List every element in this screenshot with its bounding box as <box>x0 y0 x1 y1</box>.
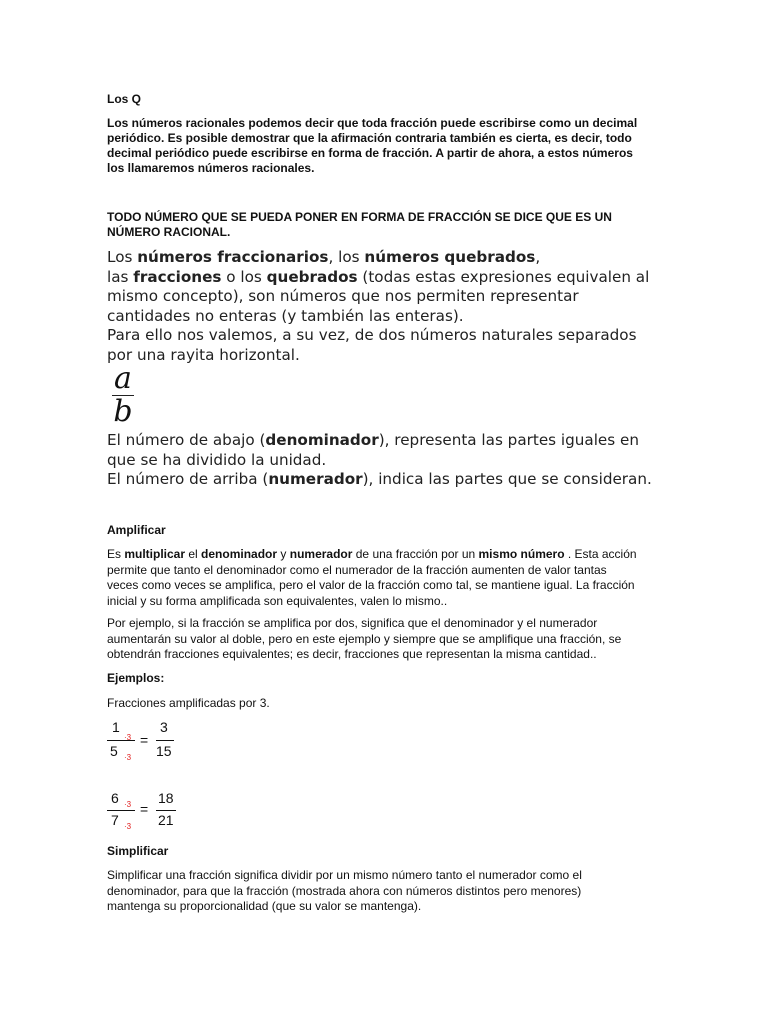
amplificar-line: permite que tanto el denominador como el numerador de la fracción aumenten de valor tantas <box>107 562 607 577</box>
multiplier-top: ·3 <box>124 733 132 742</box>
text-span: o los <box>221 267 267 286</box>
example-numerator: 1 <box>112 719 120 735</box>
multiplier-bottom: ·3 <box>124 822 132 831</box>
text-span: Es <box>107 547 125 561</box>
partes-line-1 <box>107 431 652 451</box>
bold-term: denominador <box>265 431 379 449</box>
amplificar-line: Por ejemplo, si la fracción se amplifica por dos, significa que el denominador y el numerador <box>107 616 598 630</box>
fracciones-line-6: por una rayita horizontal. <box>107 345 300 364</box>
simplificar-title: Simplificar <box>107 844 169 858</box>
amplificar-line: obtendrán fracciones equivalentes; es decir, fracciones que representan la misma cantidad.. <box>107 647 597 661</box>
text-span: . Esta acción <box>564 547 637 561</box>
text-span: ), representa las partes iguales en <box>378 431 639 449</box>
ejemplos-title: Ejemplos: <box>107 671 165 685</box>
intro-line: Los números racionales podemos decir que toda fracción puede escribirse como un decimal <box>107 116 638 130</box>
example-fraction-2 <box>107 787 187 837</box>
fraction-bar <box>107 740 135 741</box>
definition-paragraph <box>107 210 612 240</box>
equals-sign: = <box>140 801 149 817</box>
text-span: de una fracción por un <box>352 547 479 561</box>
amplificar-line: veces como veces se amplifica, pero el valor de la fracción como tal, se mantiene igual. La fracción <box>107 578 635 592</box>
intro-paragraph <box>107 116 637 176</box>
definition-line: NÚMERO RACIONAL. <box>107 225 231 239</box>
example-denominator: 7 <box>111 812 119 828</box>
bold-term: denominador <box>201 547 278 561</box>
fraction-numerator: a <box>114 361 132 396</box>
partes-line-3 <box>107 470 652 490</box>
text-span: El número de arriba ( <box>107 470 269 488</box>
amplificar-paragraph-2 <box>107 616 621 663</box>
example-numerator: 6 <box>111 790 119 806</box>
fracciones-line-1 <box>107 248 649 268</box>
fraction-denominator: b <box>113 394 133 429</box>
result-denominator: 15 <box>156 743 172 759</box>
simplificar-line: Simplificar una fracción significa dividir por un mismo número tanto el numerador como el <box>107 868 582 882</box>
text-span: ), indica las partes que se consideran. <box>362 470 652 488</box>
text-span: , <box>535 248 541 266</box>
partes-line-2: que se ha dividido la unidad. <box>107 450 327 469</box>
fracciones-line-5: Para ello nos valemos, a su vez, de dos números naturales separados <box>107 326 637 344</box>
text-span: el <box>185 547 202 561</box>
amplificar-title: Amplificar <box>107 523 166 537</box>
fraction-bar <box>156 810 176 811</box>
text-span: (todas estas expresiones equivalen al <box>357 267 650 286</box>
text-span: y <box>277 547 290 561</box>
amplificar-paragraph-1 <box>107 547 637 609</box>
intro-line: los llamaremos números racionales. <box>107 161 315 175</box>
text-span: , los <box>328 248 365 266</box>
text-span: El número de abajo ( <box>107 431 266 449</box>
bold-term: fracciones <box>133 267 222 286</box>
simplificar-line: denominador, para que la fracción (mostrada ahora con números distintos pero menores) <box>107 883 582 898</box>
result-denominator: 21 <box>158 812 174 828</box>
amplificar-line: aumentarán su valor al doble, pero en este ejemplo y siempre que se amplifique una fracción, se <box>107 631 622 646</box>
fraction-bar <box>107 810 135 811</box>
fraction-bar <box>156 740 174 741</box>
amplificar-line-1 <box>107 547 637 563</box>
bold-term: quebrados <box>266 267 358 286</box>
bold-term: multiplicar <box>124 547 186 561</box>
equals-sign: = <box>140 732 149 748</box>
amplificar-line: inicial y su forma amplificada son equivalentes, valen lo mismo.. <box>107 593 448 608</box>
fracciones-paragraph <box>107 248 649 365</box>
simplificar-line: mantenga su proporcionalidad (que su valor se mantenga). <box>107 899 422 913</box>
bold-term: numerador <box>289 547 353 561</box>
example-fraction-1 <box>107 716 187 766</box>
multiplier-bottom: ·3 <box>124 753 132 762</box>
definition-line: TODO NÚMERO QUE SE PUEDA PONER EN FORMA DE FRACCIÓN SE DICE QUE ES UN <box>107 210 612 224</box>
ejemplos-caption: Fracciones amplificadas por 3. <box>107 696 270 710</box>
bold-term: mismo número <box>478 547 565 561</box>
fracciones-line-4: cantidades no enteras (y también las enteras). <box>107 306 464 325</box>
result-numerator: 18 <box>158 790 174 806</box>
result-numerator: 3 <box>160 719 168 735</box>
multiplier-top: ·3 <box>124 800 132 809</box>
fraction-symbol <box>103 361 143 429</box>
text-span: las <box>107 267 134 286</box>
intro-line: periódico. Es posible demostrar que la afirmación contraria también es cierta, es decir, todo <box>107 131 632 145</box>
fracciones-line-3: mismo concepto), son números que nos permiten representar <box>107 287 579 305</box>
example-denominator: 5 <box>110 743 118 759</box>
bold-term: numerador <box>268 470 363 488</box>
bold-term: números fraccionarios <box>137 248 329 266</box>
heading: Los Q <box>107 92 142 106</box>
intro-line: decimal periódico puede escribirse en forma de fracción. A partir de ahora, a estos números <box>107 146 633 160</box>
partes-paragraph <box>107 431 652 490</box>
fracciones-line-2 <box>107 268 649 288</box>
simplificar-paragraph <box>107 868 582 915</box>
bold-term: números quebrados <box>364 248 536 266</box>
text-span: Los <box>107 248 138 266</box>
